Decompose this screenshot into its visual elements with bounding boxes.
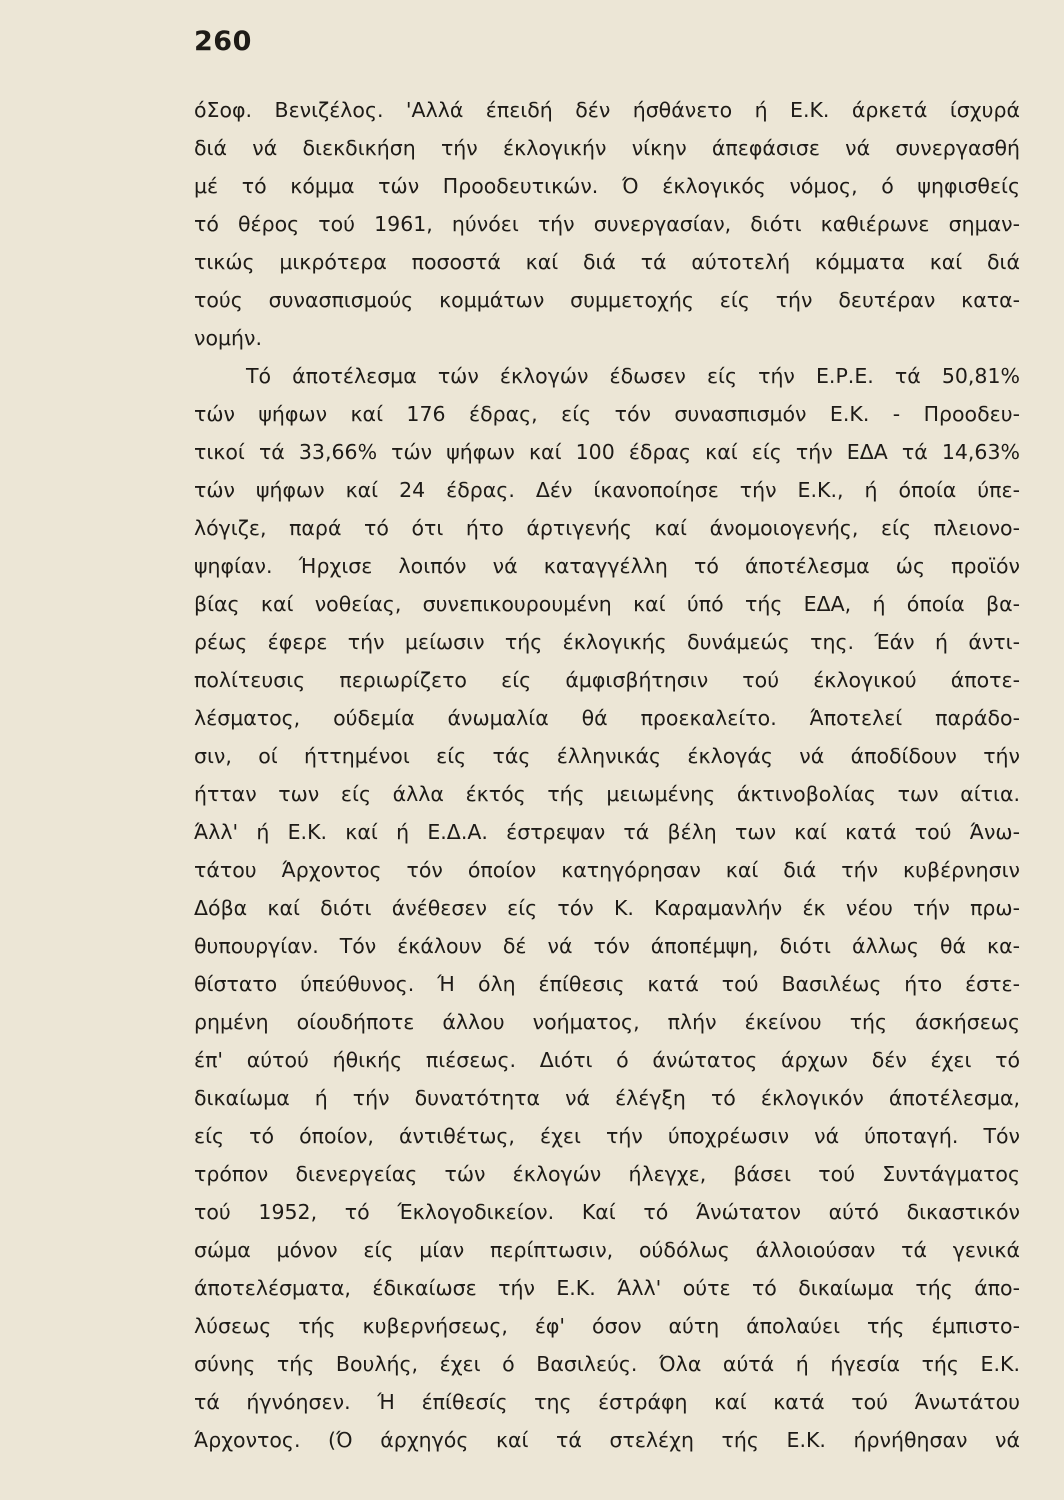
text-line: όΣοφ. Βενιζέλος. 'Αλλά έπειδή δέν ήσθάνετο ή Ε.Κ. άρκετά ίσχυρά <box>194 98 1020 122</box>
text-line: τό θέρος τού 1961, ηύνόει τήν συνεργασίαν, διότι καθιέρωνε σημαν- <box>194 212 1020 236</box>
text-line: τάτου Άρχοντος τόν όποίον κατηγόρησαν καί διά τήν κυβέρνησιν <box>194 858 1020 882</box>
text-line: διά νά διεκδικήση τήν έκλογικήν νίκην άπεφάσισε νά συνεργασθή <box>194 136 1020 160</box>
text-line: θυπουργίαν. Τόν έκάλουν δέ νά τόν άποπέμψη, διότι άλλως θά κα- <box>194 934 1020 958</box>
text-line: τών ψήφων καί 176 έδρας, είς τόν συνασπισμόν Ε.Κ. - Προοδευ- <box>194 402 1020 426</box>
text-line: ρημένη οίουδήποτε άλλου νοήματος, πλήν έκείνου τής άσκήσεως <box>194 1010 1020 1034</box>
text-line: τών ψήφων καί 24 έδρας. Δέν ίκανοποίησε τήν Ε.Κ., ή όποία ύπε- <box>194 478 1020 502</box>
text-line: ψηφίαν. Ήρχισε λοιπόν νά καταγγέλλη τό άποτέλεσμα ώς προϊόν <box>194 554 1020 578</box>
text-line: νομήν. <box>194 326 262 350</box>
text-line: πολίτευσις περιωρίζετο είς άμφισβήτησιν τού έκλογικού άποτε- <box>194 668 1020 692</box>
text-line: είς τό όποίον, άντιθέτως, έχει τήν ύποχρέωσιν νά ύποταγή. Τόν <box>194 1124 1020 1148</box>
text-line: ρέως έφερε τήν μείωσιν τής έκλογικής δυνάμεώς της. Έάν ή άντι- <box>194 630 1020 654</box>
text-line: τικώς μικρότερα ποσοστά καί διά τά αύτοτελή κόμματα καί διά <box>194 250 1020 274</box>
page-number: 260 <box>194 26 252 57</box>
text-line: σύνης τής Βουλής, έχει ό Βασιλεύς. Όλα αύτά ή ήγεσία τής Ε.Κ. <box>194 1352 1020 1376</box>
text-line: θίστατο ύπεύθυνος. Ή όλη έπίθεσις κατά τού Βασιλέως ήτο έστε- <box>194 972 1020 996</box>
text-line: έπ' αύτού ήθικής πιέσεως. Διότι ό άνώτατος άρχων δέν έχει τό <box>194 1048 1020 1072</box>
text-line: Δόβα καί διότι άνέθεσεν είς τόν Κ. Καραμανλήν έκ νέου τήν πρω- <box>194 896 1020 920</box>
text-line: σιν, οί ήττημένοι είς τάς έλληνικάς έκλογάς νά άποδίδουν τήν <box>194 744 1020 768</box>
text-line: λέσματος, ούδεμία άνωμαλία θά προεκαλείτο. Άποτελεί παράδο- <box>194 706 1020 730</box>
text-line: άποτελέσματα, έδικαίωσε τήν Ε.Κ. Άλλ' ούτε τό δικαίωμα τής άπο- <box>194 1276 1020 1300</box>
text-line: σώμα μόνον είς μίαν περίπτωσιν, ούδόλως άλλοιούσαν τά γενικά <box>194 1238 1020 1262</box>
text-line: τούς συνασπισμούς κομμάτων συμμετοχής είς τήν δευτέραν κατα- <box>194 288 1020 312</box>
text-line: τού 1952, τό Έκλογοδικείον. Καί τό Άνώτατον αύτό δικαστικόν <box>194 1200 1020 1224</box>
text-line: ήτταν των είς άλλα έκτός τής μειωμένης άκτινοβολίας των αίτια. <box>194 782 1020 806</box>
text-line: Άρχοντος. (Ό άρχηγός καί τά στελέχη τής Ε.Κ. ήρνήθησαν νά <box>194 1428 1020 1452</box>
text-line: Άλλ' ή Ε.Κ. καί ή Ε.Δ.Α. έστρεψαν τά βέλη των καί κατά τού Άνω- <box>194 820 1020 844</box>
text-line: τικοί τά 33,66% τών ψήφων καί 100 έδρας καί είς τήν ΕΔΑ τά 14,63% <box>194 440 1020 464</box>
text-line: βίας καί νοθείας, συνεπικουρουμένη καί ύπό τής ΕΔΑ, ή όποία βα- <box>194 592 1020 616</box>
text-line: τά ήγνόησεν. Ή έπίθεσίς της έστράφη καί κατά τού Άνωτάτου <box>194 1390 1020 1414</box>
text-line: λύσεως τής κυβερνήσεως, έφ' όσον αύτη άπολαύει τής έμπιστο- <box>194 1314 1020 1338</box>
text-line: Τό άποτέλεσμα τών έκλογών έδωσεν είς τήν Ε.Ρ.Ε. τά 50,81% <box>246 364 1020 388</box>
text-line: τρόπον διενεργείας τών έκλογών ήλεγχε, βάσει τού Συντάγματος <box>194 1162 1020 1186</box>
text-line: λόγιζε, παρά τό ότι ήτο άρτιγενής καί άνομοιογενής, είς πλειονο- <box>194 516 1020 540</box>
text-line: μέ τό κόμμα τών Προοδευτικών. Ό έκλογικός νόμος, ό ψηφισθείς <box>194 174 1020 198</box>
text-line: δικαίωμα ή τήν δυνατότητα νά έλέγξη τό έκλογικόν άποτέλεσμα, <box>194 1086 1020 1110</box>
